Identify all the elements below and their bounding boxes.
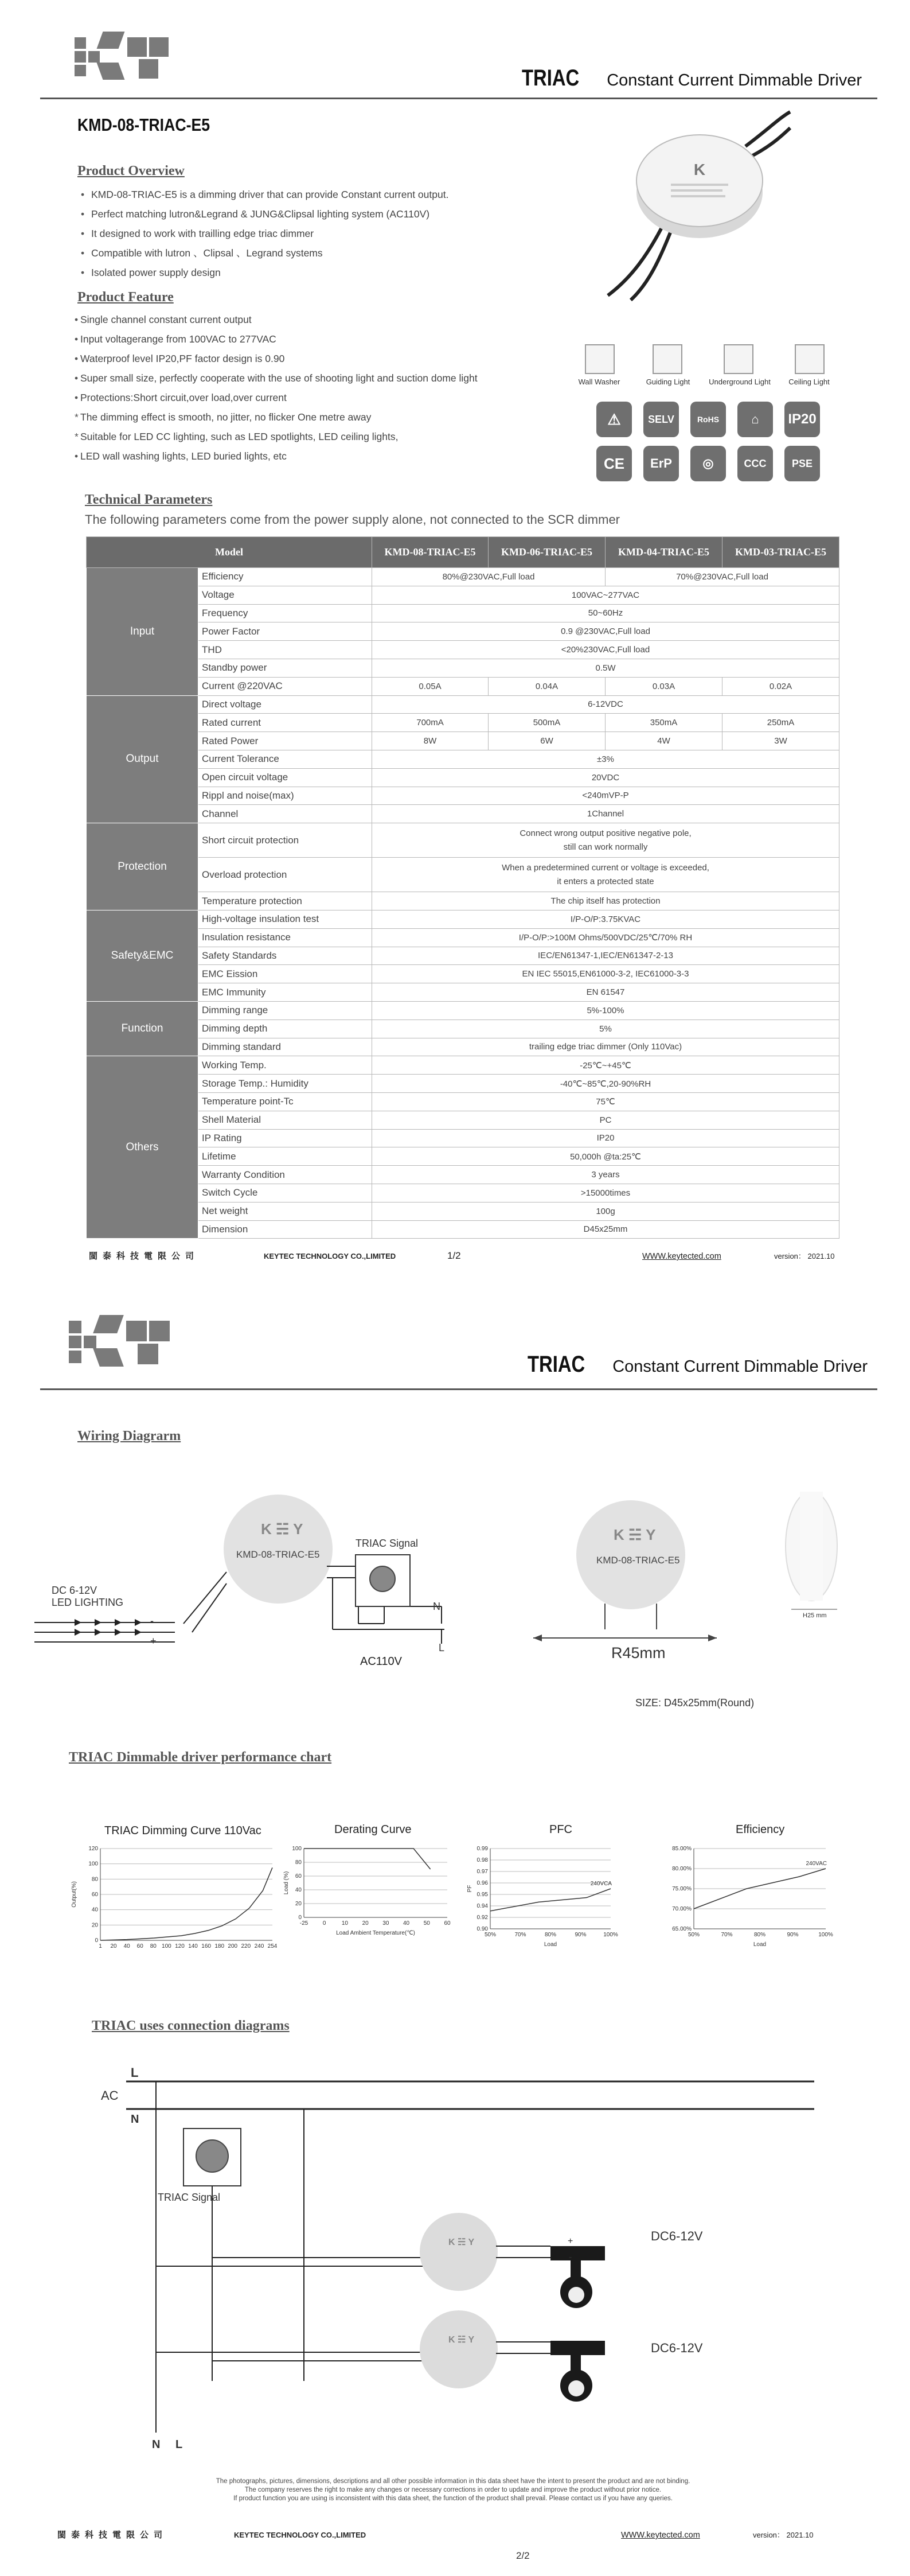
param-label: EMC Eission [198, 965, 372, 983]
website-link[interactable]: WWW.keytected.com [642, 1252, 721, 1261]
series-label: 240VAC [806, 1861, 827, 1867]
param-value [372, 823, 839, 858]
param-label: Channel [198, 805, 372, 823]
x-tick-label: 100% [818, 1932, 833, 1938]
footer [57, 2528, 860, 2540]
overview-list [77, 185, 593, 282]
param-value: 70%@230VAC,Full load [606, 568, 839, 586]
param-label: Rippl and noise(max) [198, 787, 372, 805]
chart-title: Derating Curve [334, 1823, 412, 1836]
line-n-label: N [131, 2113, 139, 2126]
param-value: IEC/EN61347-1,IEC/EN61347-2-13 [372, 947, 839, 965]
tech-title: Technical Parameters [85, 492, 213, 507]
driver-logo: K ☵ Y [448, 2335, 475, 2345]
x-axis-label: Load [544, 1941, 557, 1948]
x-tick-label: 120 [175, 1943, 185, 1949]
y-tick-label: 85.00% [672, 1846, 692, 1852]
underground-light-icon [724, 344, 753, 374]
driver-label: KMD-08-TRIAC-E5 [596, 1555, 680, 1566]
ceiling-light-icon [795, 344, 825, 374]
x-tick-label: 50 [423, 1920, 430, 1927]
value-line: When a predetermined current or voltage is exceeded, [502, 862, 709, 873]
param-label: High-voltage insulation test [198, 910, 372, 928]
param-value: 5% [372, 1019, 839, 1038]
param-value: 0.5W [372, 659, 839, 677]
param-label: Insulation resistance [198, 928, 372, 947]
param-label: Open circuit voltage [198, 768, 372, 787]
param-value: -25℃~+45℃ [372, 1056, 839, 1075]
param-label: Shell Material [198, 1111, 372, 1129]
param-value: 1Channel [372, 805, 839, 823]
dc-label: DC6-12V [651, 2341, 703, 2355]
param-value: 0.03A [606, 677, 722, 695]
param-value: 0.05A [372, 677, 489, 695]
param-label: Standby power [198, 659, 372, 677]
y-tick-label: 0 [95, 1937, 98, 1944]
param-label: Dimension [198, 1220, 372, 1239]
triac-signal-label: TRIAC Signal [356, 1538, 419, 1549]
list-item: • LED wall washing lights, LED buried lights, etc [75, 446, 602, 466]
list-item: • Compatible with lutron 、Clipsal 、Legrand systems [77, 243, 593, 263]
x-tick-label: 10 [341, 1920, 348, 1927]
ip20-icon: IP20 [784, 402, 820, 437]
derating-curve-chart [281, 1842, 459, 1962]
param-label: Dimming depth [198, 1019, 372, 1038]
ce-icon: CE [596, 446, 632, 481]
param-value: <20%230VAC,Full load [372, 641, 839, 659]
l-label: L [439, 1642, 445, 1653]
x-tick-label: 20 [362, 1920, 369, 1927]
param-label: Power Factor [198, 622, 372, 641]
y-tick-label: 65.00% [672, 1926, 692, 1932]
param-label: Overload protection [198, 858, 372, 892]
param-label: Temperature point-Tc [198, 1092, 372, 1111]
line-l-label: L [131, 2065, 139, 2080]
y-tick-label: 100 [292, 1846, 302, 1852]
th-model-03: KMD-03-TRIAC-E5 [722, 537, 839, 568]
group-function: Function [87, 1001, 198, 1056]
y-tick-label: 0.98 [477, 1857, 488, 1863]
rohs-icon: RoHS [690, 402, 726, 437]
footer-company: KEYTEC TECHNOLOGY CO.,LIMITED [234, 2531, 366, 2539]
list-item: * Suitable for LED CC lighting, such as LED spotlights, LED ceiling lights, [75, 427, 602, 446]
height-label: H25 mm [803, 1612, 827, 1619]
app-label: Guiding Light [646, 378, 690, 386]
page-header [528, 1352, 868, 1378]
y-tick-label: 20 [91, 1922, 98, 1929]
page-number: 2/2 [516, 2550, 530, 2561]
chart-title: Efficiency [736, 1823, 785, 1836]
series-line [304, 1849, 431, 1869]
y-axis-label: PF [467, 1885, 473, 1893]
disclaimer [149, 2477, 757, 2503]
list-item: • Input voltagerange from 100VAC to 277VAC [75, 329, 602, 349]
param-label: Current Tolerance [198, 750, 372, 768]
driver-logo: K ☵ Y [261, 1520, 303, 1538]
minus-label: - [150, 1615, 154, 1626]
x-tick-label: 80% [753, 1932, 766, 1938]
x-tick-label: 1 [99, 1943, 102, 1949]
x-tick-label: 60 [444, 1920, 451, 1927]
x-tick-label: 40 [403, 1920, 410, 1927]
y-tick-label: 20 [295, 1901, 302, 1907]
chart-title: PFC [549, 1823, 572, 1836]
wiring-title: Wiring Diagrarm [77, 1429, 181, 1443]
value-line: still can work normally [563, 842, 648, 852]
dc-label: DC6-12V [651, 2229, 703, 2243]
list-item: • Waterproof level IP20,PF factor design is 0.90 [75, 349, 602, 368]
param-label: Frequency [198, 604, 372, 622]
param-label: Lifetime [198, 1147, 372, 1166]
param-value: 100VAC~277VAC [372, 586, 839, 604]
ac-label: AC [101, 2088, 119, 2103]
dimming-curve-chart [69, 1842, 281, 1962]
param-value: 700mA [372, 714, 489, 732]
cert-icon: ⌂ [737, 402, 773, 437]
param-label: Rated current [198, 714, 372, 732]
page-header [522, 65, 862, 91]
app-label: Underground Light [709, 378, 771, 386]
series-label: 240VCA [590, 1881, 612, 1887]
param-label: Working Temp. [198, 1056, 372, 1075]
param-label: Dimming range [198, 1001, 372, 1019]
x-tick-label: 50% [484, 1932, 497, 1938]
y-tick-label: 75.00% [672, 1886, 692, 1892]
param-value: 50~60Hz [372, 604, 839, 622]
param-value: 50,000h @ta:25℃ [372, 1147, 839, 1166]
group-others: Others [87, 1056, 198, 1239]
pse-icon: PSE [784, 446, 820, 481]
param-value: I/P-O/P:3.75KVAC [372, 910, 839, 928]
value-line: Connect wrong output positive negative pole, [520, 828, 692, 838]
param-value: D45x25mm [372, 1220, 839, 1239]
th-model-04: KMD-04-TRIAC-E5 [606, 537, 722, 568]
x-axis-label: Load Ambient Temperature(℃) [336, 1930, 415, 1936]
x-tick-label: 160 [201, 1943, 211, 1949]
wall-washer-icon [585, 344, 615, 374]
y-tick-label: 70.00% [672, 1906, 692, 1912]
param-value: 6W [489, 732, 606, 750]
svg-text:K: K [693, 161, 706, 178]
x-tick-label: 180 [214, 1943, 225, 1949]
param-value: PC [372, 1111, 839, 1129]
driver-label: KMD-08-TRIAC-E5 [236, 1549, 320, 1560]
header-subtitle: Constant Current Dimmable Driver [612, 1357, 868, 1376]
y-tick-label: 60 [91, 1892, 98, 1898]
list-item: • KMD-08-TRIAC-E5 is a dimming driver that can provide Constant current output. [77, 185, 593, 204]
th-model-08: KMD-08-TRIAC-E5 [372, 537, 489, 568]
param-value: 3 years [372, 1166, 839, 1184]
th-model: Model [87, 537, 372, 568]
y-tick-label: 0.94 [477, 1903, 488, 1909]
param-label: Safety Standards [198, 947, 372, 965]
x-tick-label: 50% [688, 1932, 700, 1938]
param-value: 4W [606, 732, 722, 750]
driver-logo: K ☵ Y [614, 1526, 656, 1543]
cert-icon: ⚠ [596, 402, 632, 437]
param-value: <240mVP-P [372, 787, 839, 805]
param-value: The chip itself has protection [372, 892, 839, 910]
x-tick-label: 80% [544, 1932, 557, 1938]
param-value: 500mA [489, 714, 606, 732]
erp-icon: ErP [643, 446, 679, 481]
y-tick-label: 0.95 [477, 1892, 488, 1898]
y-tick-label: 100 [88, 1861, 98, 1867]
y-axis-label: Load (%) [283, 1871, 290, 1895]
list-item: • Isolated power supply design [77, 263, 593, 282]
param-value: 20VDC [372, 768, 839, 787]
x-tick-label: 140 [188, 1943, 198, 1949]
list-item: • It designed to work with trailling edge triac dimmer [77, 224, 593, 243]
param-value: 0.04A [489, 677, 606, 695]
pfc-chart [464, 1842, 625, 1962]
param-value: ±3% [372, 750, 839, 768]
x-tick-label: 90% [575, 1932, 587, 1938]
param-label: Direct voltage [198, 695, 372, 714]
param-value: 80%@230VAC,Full load [372, 568, 606, 586]
app-label: Ceiling Light [788, 378, 830, 386]
param-label: IP Rating [198, 1129, 372, 1147]
series-line [490, 1889, 611, 1911]
list-item: * The dimming effect is smooth, no jitter, no flicker One metre away [75, 407, 602, 427]
list-item: • Single channel constant current output [75, 310, 602, 329]
x-tick-label: 100% [603, 1932, 618, 1938]
param-value: >15000times [372, 1184, 839, 1202]
param-value: 100g [372, 1202, 839, 1220]
param-value: 0.9 @230VAC,Full load [372, 622, 839, 641]
tech-note: The following parameters come from the power supply alone, not connected to the SCR dimmer [85, 512, 620, 527]
feature-list [75, 310, 602, 466]
perf-title: TRIAC Dimmable driver performance chart [69, 1750, 332, 1765]
disclaimer-line: If product function you are using is inconsistent with this data sheet, the function of the product shall prevail. Please contact us if you have any queries. [233, 2495, 673, 2502]
param-label: Net weight [198, 1202, 372, 1220]
param-value: 250mA [722, 714, 839, 732]
triac-label: TRIAC [528, 1352, 585, 1377]
list-item: • Perfect matching lutron&Legrand & JUNG&Clipsal lighting system (AC110V) [77, 204, 593, 224]
param-value: 350mA [606, 714, 722, 732]
y-tick-label: 0.99 [477, 1846, 488, 1852]
footer-cn-name: 閩泰科技電限公司 [89, 1251, 200, 1261]
x-tick-label: 220 [241, 1943, 251, 1949]
website-link[interactable]: WWW.keytected.com [621, 2531, 700, 2540]
param-label: Warranty Condition [198, 1166, 372, 1184]
plus-label: + [568, 2236, 573, 2246]
footer-company: KEYTEC TECHNOLOGY CO.,LIMITED [264, 1252, 396, 1260]
param-label: Temperature protection [198, 892, 372, 910]
th-model-06: KMD-06-TRIAC-E5 [489, 537, 606, 568]
triac-label: TRIAC [522, 65, 580, 91]
model-title: KMD-08-TRIAC-E5 [77, 115, 210, 135]
list-item: • Super small size, perfectly cooperate with the use of shooting light and suction dome light [75, 368, 602, 388]
param-value: EN IEC 55015,EN61000-3-2, IEC61000-3-3 [372, 965, 839, 983]
disclaimer-line: The company reserves the right to make any changes or necessary corrections in order to update and improve the product without prior notice. [244, 2486, 662, 2493]
company-logo [69, 1308, 175, 1371]
x-tick-label: 30 [382, 1920, 389, 1927]
group-output: Output [87, 695, 198, 823]
connection-diagram [57, 2060, 889, 2438]
param-value: 6-12VDC [372, 695, 839, 714]
triac-signal-label: TRIAC Signal [158, 2192, 221, 2203]
feature-title: Product Feature [77, 290, 174, 305]
group-safety: Safety&EMC [87, 910, 198, 1001]
param-value: -40℃~85℃,20-90%RH [372, 1075, 839, 1093]
app-label: Wall Washer [578, 378, 620, 386]
company-logo [75, 26, 175, 83]
n-label: N [152, 2438, 161, 2451]
footer-cn-name: 閩泰科技電限公司 [57, 2530, 168, 2540]
product-photo [596, 106, 791, 301]
header-subtitle: Constant Current Dimmable Driver [607, 71, 862, 90]
spec-table [86, 536, 839, 1239]
led-label: LED LIGHTING [52, 1597, 124, 1608]
param-label: Storage Temp.: Humidity [198, 1075, 372, 1093]
param-label: THD [198, 641, 372, 659]
param-value: EN 61547 [372, 983, 839, 1002]
x-tick-label: 20 [110, 1943, 117, 1949]
wiring-diagram [29, 1492, 889, 1698]
y-tick-label: 120 [88, 1846, 98, 1852]
y-tick-label: 0.90 [477, 1926, 488, 1932]
y-tick-label: 80.00% [672, 1866, 692, 1872]
version: version： 2021.10 [774, 1252, 835, 1260]
x-tick-label: 70% [721, 1932, 733, 1938]
y-tick-label: 0.96 [477, 1880, 488, 1886]
group-input: Input [87, 568, 198, 696]
x-tick-label: 90% [787, 1932, 799, 1938]
x-tick-label: 240 [254, 1943, 264, 1949]
y-tick-label: 80 [91, 1876, 98, 1883]
x-axis-label: Load [753, 1941, 767, 1948]
param-value: I/P-O/P:>100M Ohms/500VDC/25℃/70% RH [372, 928, 839, 947]
param-value: 0.02A [722, 677, 839, 695]
cert-icon: ◎ [690, 446, 726, 481]
minus-label: - [569, 2252, 572, 2262]
x-tick-label: 60 [136, 1943, 143, 1949]
param-label: Efficiency [198, 568, 372, 586]
x-tick-label: 0 [322, 1920, 326, 1927]
x-tick-label: 70% [514, 1932, 526, 1938]
l-label: L [175, 2438, 183, 2451]
param-label: Short circuit protection [198, 823, 372, 858]
param-label: Voltage [198, 586, 372, 604]
y-tick-label: 80 [295, 1859, 302, 1866]
x-tick-label: 254 [267, 1943, 278, 1949]
param-label: Dimming standard [198, 1038, 372, 1056]
param-label: Switch Cycle [198, 1184, 372, 1202]
guiding-light-icon [653, 344, 682, 374]
value-line: it enters a protected state [557, 876, 654, 886]
y-axis-label: Output(%) [71, 1881, 77, 1908]
plus-label: + [150, 1635, 157, 1647]
param-value: trailing edge triac dimmer (Only 110Vac) [372, 1038, 839, 1056]
param-value: 75℃ [372, 1092, 839, 1111]
radius-label: R45mm [611, 1644, 666, 1661]
param-value: IP20 [372, 1129, 839, 1147]
x-tick-label: 80 [150, 1943, 157, 1949]
param-value: 8W [372, 732, 489, 750]
param-label: EMC Immunity [198, 983, 372, 1002]
y-tick-label: 0.97 [477, 1869, 488, 1875]
page-number: 1/2 [447, 1250, 461, 1261]
n-label: N [433, 1601, 440, 1612]
x-tick-label: 40 [123, 1943, 130, 1949]
chart-title: TRIAC Dimming Curve 110Vac [104, 1824, 261, 1837]
footer [89, 1250, 846, 1262]
ac110-label: AC110V [360, 1655, 403, 1668]
dc-label: DC 6-12V [52, 1585, 97, 1596]
header-rule [40, 98, 877, 99]
param-value: 3W [722, 732, 839, 750]
efficiency-chart [654, 1842, 843, 1962]
selv-icon: SELV [643, 402, 679, 437]
disclaimer-line: The photographs, pictures, dimensions, descriptions and all other possible information in this data sheet have the intent to present the product and are not binding. [216, 2478, 690, 2485]
series-line [100, 1867, 272, 1940]
y-tick-label: 60 [295, 1873, 302, 1880]
header-rule [40, 1388, 877, 1390]
param-value [372, 858, 839, 892]
list-item: • Protections:Short circuit,over load,over current [75, 388, 602, 407]
y-tick-label: 0 [298, 1915, 302, 1921]
x-tick-label: 200 [228, 1943, 238, 1949]
param-label: Rated Power [198, 732, 372, 750]
x-tick-label: -25 [299, 1920, 308, 1927]
y-tick-label: 0.92 [477, 1915, 488, 1921]
driver-logo: K ☵ Y [448, 2238, 475, 2247]
ccc-icon: CCC [737, 446, 773, 481]
connection-title: TRIAC uses connection diagrams [92, 2018, 290, 2033]
x-tick-label: 100 [162, 1943, 171, 1949]
overview-title: Product Overview [77, 164, 185, 178]
param-label: Current @220VAC [198, 677, 372, 695]
group-protection: Protection [87, 823, 198, 910]
size-label: SIZE: D45x25mm(Round) [635, 1697, 755, 1709]
version: version： 2021.10 [753, 2531, 814, 2539]
param-value: 5%-100% [372, 1001, 839, 1019]
y-tick-label: 40 [295, 1887, 302, 1893]
y-tick-label: 40 [91, 1906, 98, 1913]
